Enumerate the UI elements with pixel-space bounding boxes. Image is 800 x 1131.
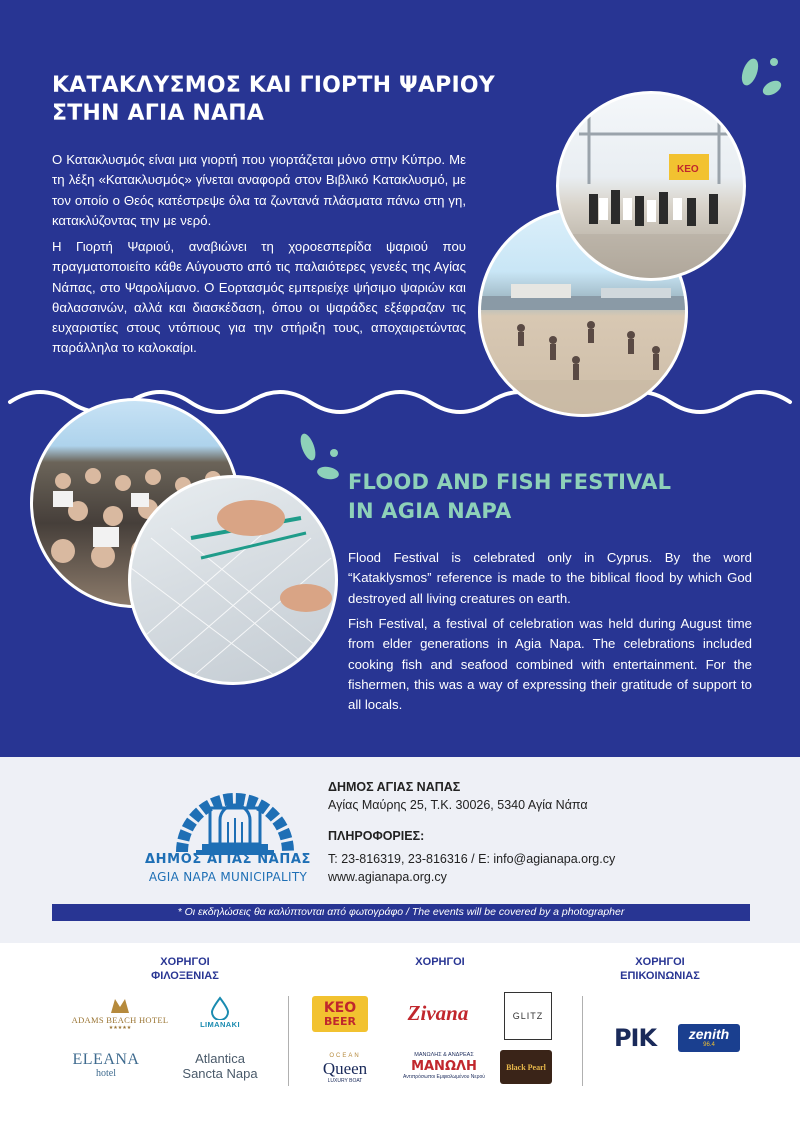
main-sponsors-heading: ΧΟΡΗΓΟΙ (415, 956, 465, 968)
keo-beer-logo (312, 996, 368, 1032)
photo-folk-dance (556, 91, 746, 281)
adams-stars-text: ★★★★★ (108, 1025, 132, 1031)
rik-text: ΡΙΚ (613, 1024, 657, 1052)
adams-beach-hotel-logo (60, 992, 180, 1034)
limanaki-text: LIMANAKI (200, 1020, 240, 1029)
greek-title (52, 72, 532, 128)
adams-beach-hotel-text: ADAMS BEACH HOTEL (71, 1015, 169, 1025)
rik-logo (608, 1022, 662, 1054)
english-title (348, 468, 728, 526)
atlantica-text: Atlantica (195, 1051, 245, 1066)
eleana-hotel-word: hotel (96, 1068, 116, 1079)
municipality-name: ΔΗΜΟΣ ΑΓΙΑΣ ΝΑΠΑΣ (328, 780, 461, 794)
greek-title-line1: ΚΑΤΑΚΛΥΣΜΟΣ ΚΑΙ ΓΙΟΡΤΗ ΨΑΡΙΟΥ (52, 73, 495, 98)
limanaki-logo (190, 990, 250, 1035)
zivana-logo (402, 996, 474, 1030)
adams-crest-icon (109, 995, 131, 1015)
communication-heading-line1: ΧΟΡΗΓΟΙ (635, 956, 685, 968)
communication-sponsors-heading (600, 955, 720, 983)
glitz-text: GLITZ (512, 1011, 544, 1021)
municipality-logo-name-en: AGIA NAPA MUNICIPALITY (148, 870, 308, 884)
atlantica-sancta-napa-logo (170, 1048, 270, 1084)
hospitality-sponsors-heading (130, 955, 240, 983)
queen-text: Queen (322, 1058, 368, 1078)
zenith-radio-logo (678, 1024, 740, 1052)
limanaki-drop-icon (208, 996, 232, 1020)
photographer-note: * Οι εκδηλώσεις θα καλύπτονται από φωτογράφο / The events will be covered by a photographer (52, 904, 750, 921)
english-paragraph-1: Flood Festival is celebrated only in Cyprus. By the word “Kataklysmos” reference is made to the biblical flood by which God destroyed all living creatures on earth. (348, 550, 752, 606)
black-pearl-logo (500, 1050, 552, 1084)
manoli-tagline-text: Αντιπρόσωποι Εμφιαλωμένου Νερού (403, 1074, 485, 1080)
ocean-text: OCEAN (329, 1052, 361, 1059)
hospitality-heading-line1: ΧΟΡΗΓΟΙ (160, 956, 210, 968)
zenith-frequency-text: 96.4 (703, 1042, 715, 1048)
greek-paragraph-1: Ο Κατακλυσμός είναι μια γιορτή που γιορτάζεται μόνο στην Κύπρο. Με τη λέξη «Κατακλυσμός» γίνεται αναφορά στον Βιβλικό Κατακλυσμό, με τον οποίο ο Θεός κατέστρεψε όλα τα ζωντανά πλάσματα πάνω στη γη, κατακλύζοντας την με νερό. (52, 152, 466, 228)
glitz-logo (504, 992, 552, 1040)
english-title-line1: FLOOD AND FISH FESTIVAL (348, 470, 672, 494)
greek-paragraph-2: Η Γιορτή Ψαριού, αναβιώνει τη χοροεσπερίδα ψαριού που πραγματοποιείτο κάθε Αύγουστο από τις παλαιότερες γενεές της Αγίας Νάπας, στο Ψαρολίμανο. Ο Εορτασμός εμπεριείχε ψήσιμο ψαριών και θαλασσινών, αλλά και διασκέδαση, όπου οι ψαράδες εξέφραζαν τις ευχαριστίες στους ντόπιους για την στήριξη τους, αποχαιρετώντας παράλληλα το καλοκαίρι. (52, 239, 466, 356)
info-label: ΠΛΗΡΟΦΟΡΙΕΣ: (328, 829, 425, 843)
eleana-hotel-logo (64, 1046, 148, 1084)
manoli-owners-text: ΜΑΝΩΛΗΣ & ΑΝΔΡΕΑΣ (414, 1052, 474, 1058)
ocean-queen-logo (306, 1052, 384, 1084)
website-link[interactable]: www.agianapa.org.cy (328, 870, 447, 884)
municipality-address: Αγίας Μαύρης 25, Τ.Κ. 30026, 5340 Αγία Νάπα (328, 798, 588, 812)
zenith-text: zenith (688, 1026, 730, 1042)
photo-fishing-net (128, 475, 338, 685)
keo-text: KEO (323, 999, 357, 1016)
manoli-text: ΜΑΝΩΛΗ (411, 1059, 477, 1074)
svg-text:KEO: KEO (677, 164, 699, 175)
communication-heading-line2: ΕΠΙΚΟΙΝΩΝΙΑΣ (620, 970, 700, 982)
sponsor-divider-right (582, 996, 583, 1086)
luxury-boat-text: LUXURY BOAT (327, 1077, 363, 1084)
black-pearl-text: Black Pearl (506, 1062, 546, 1072)
english-paragraph-2: Fish Festival, a festival of celebration was held during August time from elder generations in Agia Napa. The celebrations included cooking fish and seafood combined with entertainment. For the fishermen, this was a way of expressing their gratitude of support to all locals. (348, 616, 752, 713)
hospitality-heading-line2: ΦΙΛΟΞΕΝΙΑΣ (151, 970, 219, 982)
sponsor-divider-left (288, 996, 289, 1086)
contact-details: T: 23-816319, 23-816316 / E: info@agianapa.org.cy (328, 852, 616, 866)
manoli-water-logo (394, 1046, 494, 1086)
beer-text: BEER (324, 1014, 356, 1028)
sancta-napa-text: Sancta Napa (182, 1066, 258, 1081)
zivana-text: Zivana (407, 1000, 469, 1025)
english-title-line2: IN AGIA NAPA (348, 499, 512, 523)
eleana-text: ELEANA (72, 1051, 140, 1068)
municipality-logo-name-gr: ΔΗΜΟΣ ΑΓΙΑΣ ΝΑΠΑΣ (145, 852, 311, 867)
greek-title-line2: ΣΤΗΝ ΑΓΙΑ ΝΑΠΑ (52, 101, 265, 126)
